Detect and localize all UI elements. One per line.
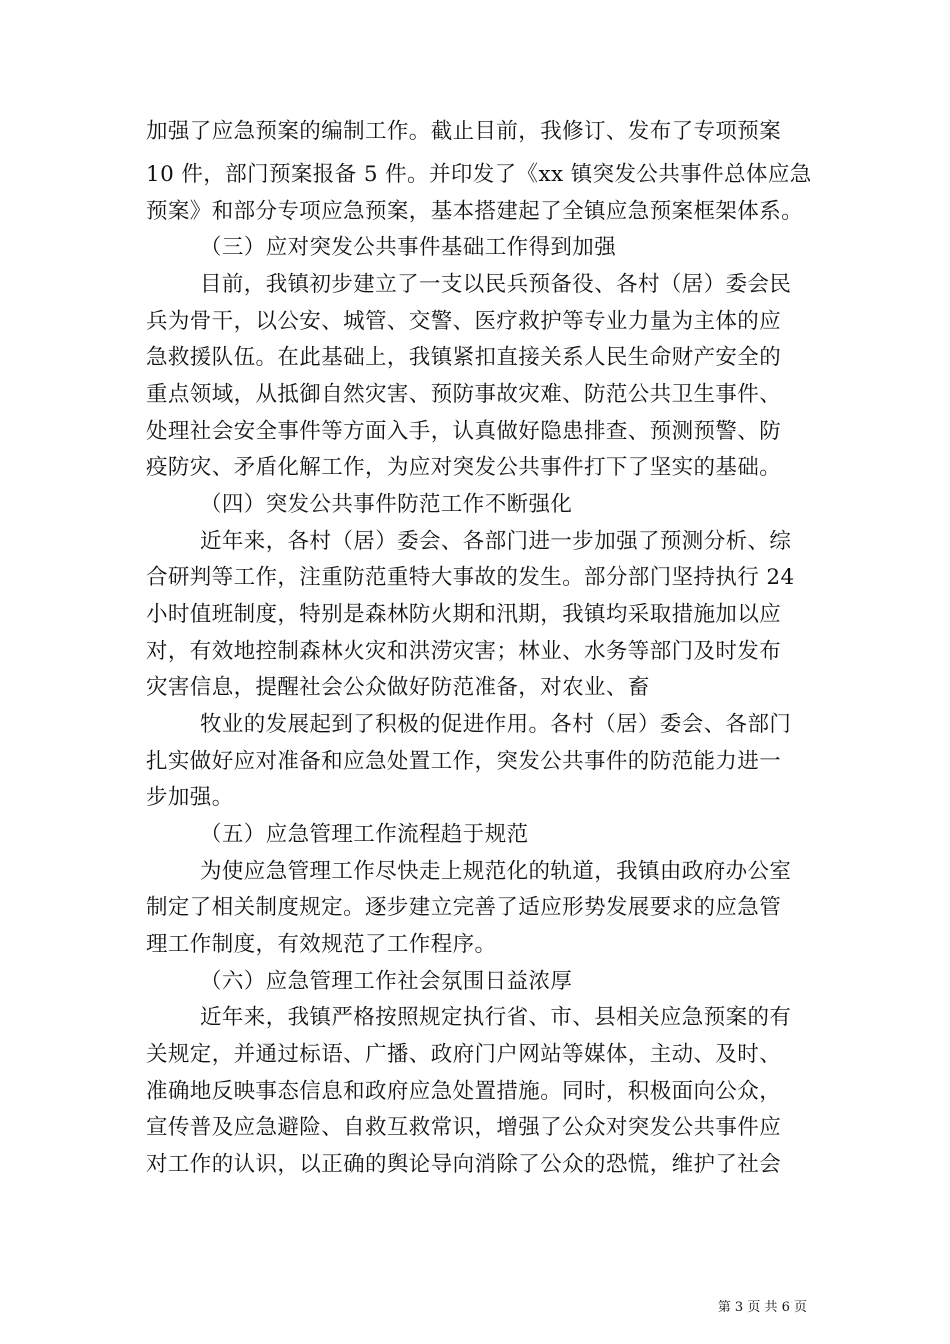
body-text-line: 处理社会安全事件等方面入手，认真做好隐患排查、预测预警、防 [146, 419, 782, 444]
body-text-line: 灾害信息，提醒社会公众做好防范准备，对农业、畜 [146, 675, 650, 700]
body-text-line: 对工作的认识，以正确的舆论导向消除了公众的恐慌，维护了社会 [146, 1152, 782, 1177]
body-text-line: 关规定，并通过标语、广播、政府门户网站等媒体，主动、及时、 [146, 1042, 782, 1067]
body-text-line: 10 件，部门预案报备 5 件。并印发了《xx 镇突发公共事件总体应急 [146, 162, 812, 187]
body-text-line: 兵为骨干，以公安、城管、交警、医疗救护等专业力量为主体的应 [146, 309, 782, 334]
section-heading-4: （四）突发公共事件防范工作不断强化 [200, 492, 573, 517]
page-number-footer: 第 3 页 共 6 页 [717, 1300, 807, 1315]
body-text-line: 小时值班制度，特别是森林防火期和汛期，我镇均采取措施加以应 [146, 602, 782, 627]
section-heading-6: （六）应急管理工作社会氛围日益浓厚 [200, 969, 573, 994]
body-text-line: 扎实做好应对准备和应急处置工作，突发公共事件的防范能力进一 [146, 749, 782, 774]
paragraph-start-line: 近年来，我镇严格按照规定执行省、市、县相关应急预案的有 [200, 1005, 792, 1030]
body-text-line: 准确地反映事态信息和政府应急处置措施。同时，积极面向公众， [146, 1079, 782, 1104]
body-text-line: 步加强。 [146, 785, 234, 810]
paragraph-start-line: 牧业的发展起到了积极的促进作用。各村（居）委会、各部门 [200, 712, 792, 737]
body-text-line: 加强了应急预案的编制工作。截止目前，我修订、发布了专项预案 [146, 119, 782, 144]
body-text-line: 重点领域，从抵御自然灾害、预防事故灾难、防范公共卫生事件、 [146, 382, 782, 407]
section-heading-5: （五）应急管理工作流程趋于规范 [200, 822, 529, 847]
section-heading-3: （三）应对突发公共事件基础工作得到加强 [200, 235, 617, 260]
body-text-line: 合研判等工作，注重防范重特大事故的发生。部分部门坚持执行 24 [146, 565, 795, 590]
body-text-line: 对，有效地控制森林火灾和洪涝灾害；林业、水务等部门及时发布 [146, 639, 782, 664]
body-text-line: 宣传普及应急避险、自救互救常识，增强了公众对突发公共事件应 [146, 1115, 782, 1140]
paragraph-start-line: 近年来，各村（居）委会、各部门进一步加强了预测分析、综 [200, 529, 792, 554]
paragraph-start-line: 为使应急管理工作尽快走上规范化的轨道，我镇由政府办公室 [200, 859, 792, 884]
body-text-line: 预案》和部分专项应急预案，基本搭建起了全镇应急预案框架体系。 [146, 199, 804, 224]
body-text-line: 急救援队伍。在此基础上，我镇紧扣直接关系人民生命财产安全的 [146, 345, 782, 370]
paragraph-start-line: 目前，我镇初步建立了一支以民兵预备役、各村（居）委会民 [200, 272, 792, 297]
body-text-line: 制定了相关制度规定。逐步建立完善了适应形势发展要求的应急管 [146, 895, 782, 920]
body-text-line: 理工作制度，有效规范了工作程序。 [146, 932, 497, 957]
body-text-line: 疫防灾、矛盾化解工作，为应对突发公共事件打下了坚实的基础。 [146, 455, 782, 480]
